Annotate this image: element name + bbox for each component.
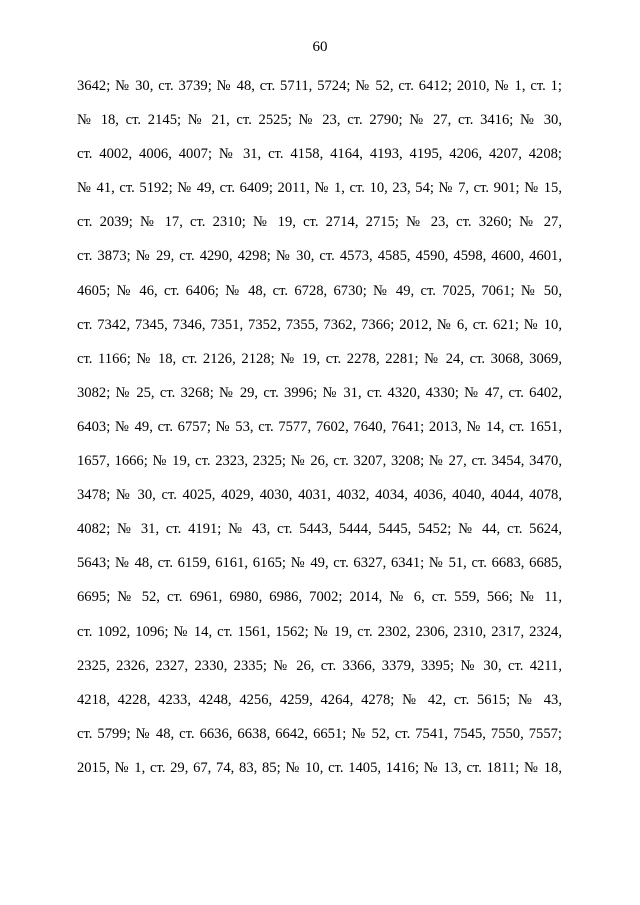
text-line: 6403; № 49, ст. 6757; № 53, ст. 7577, 7602, 7640, 7641; 2013, № 14, ст. 1651, <box>77 418 562 435</box>
text-line: 3478; № 30, ст. 4025, 4029, 4030, 4031, 4032, 4034, 4036, 4040, 4044, 4078, <box>77 487 562 504</box>
text-line: 6695; № 52, ст. 6961, 6980, 6986, 7002; 2014, № 6, ст. 559, 566; № 11, <box>77 589 562 606</box>
text-line: № 41, ст. 5192; № 49, ст. 6409; 2011, № 1, ст. 10, 23, 54; № 7, ст. 901; № 15, <box>77 180 562 197</box>
page-number: 60 <box>312 39 328 55</box>
text-line: № 18, ст. 2145; № 21, ст. 2525; № 23, ст. 2790; № 27, ст. 3416; № 30, <box>77 112 562 129</box>
text-line: 3082; № 25, ст. 3268; № 29, ст. 3996; № 31, ст. 4320, 4330; № 47, ст. 6402, <box>77 384 562 401</box>
text-line: 5643; № 48, ст. 6159, 6161, 6165; № 49, ст. 6327, 6341; № 51, ст. 6683, 6685, <box>77 555 562 572</box>
text-line: 4605; № 46, ст. 6406; № 48, ст. 6728, 6730; № 49, ст. 7025, 7061; № 50, <box>77 282 562 299</box>
text-line: ст. 3873; № 29, ст. 4290, 4298; № 30, ст. 4573, 4585, 4590, 4598, 4600, 4601, <box>77 248 562 265</box>
text-line: 4218, 4228, 4233, 4248, 4256, 4259, 4264, 4278; № 42, ст. 5615; № 43, <box>77 691 562 708</box>
text-line: ст. 2039; № 17, ст. 2310; № 19, ст. 2714, 2715; № 23, ст. 3260; № 27, <box>77 214 562 231</box>
text-line: 1657, 1666; № 19, ст. 2323, 2325; № 26, ст. 3207, 3208; № 27, ст. 3454, 3470, <box>77 453 562 470</box>
text-line: ст. 5799; № 48, ст. 6636, 6638, 6642, 6651; № 52, ст. 7541, 7545, 7550, 7557; <box>77 725 562 742</box>
text-line: 2015, № 1, ст. 29, 67, 74, 83, 85; № 10, ст. 1405, 1416; № 13, ст. 1811; № 18, <box>77 759 562 776</box>
text-line: 4082; № 31, ст. 4191; № 43, ст. 5443, 5444, 5445, 5452; № 44, ст. 5624, <box>77 521 562 538</box>
text-line: 3642; № 30, ст. 3739; № 48, ст. 5711, 5724; № 52, ст. 6412; 2010, № 1, ст. 1; <box>77 78 562 94</box>
text-line: ст. 1092, 1096; № 14, ст. 1561, 1562; № 19, ст. 2302, 2306, 2310, 2317, 2324, <box>77 623 562 640</box>
text-line: 2325, 2326, 2327, 2330, 2335; № 26, ст. 3366, 3379, 3395; № 30, ст. 4211, <box>77 657 562 674</box>
text-line: ст. 4002, 4006, 4007; № 31, ст. 4158, 4164, 4193, 4195, 4206, 4207, 4208; <box>77 146 562 163</box>
text-line: ст. 1166; № 18, ст. 2126, 2128; № 19, ст. 2278, 2281; № 24, ст. 3068, 3069, <box>77 350 562 367</box>
text-line: ст. 7342, 7345, 7346, 7351, 7352, 7355, 7362, 7366; 2012, № 6, ст. 621; № 10, <box>77 316 562 333</box>
document-body <box>77 75 562 791</box>
